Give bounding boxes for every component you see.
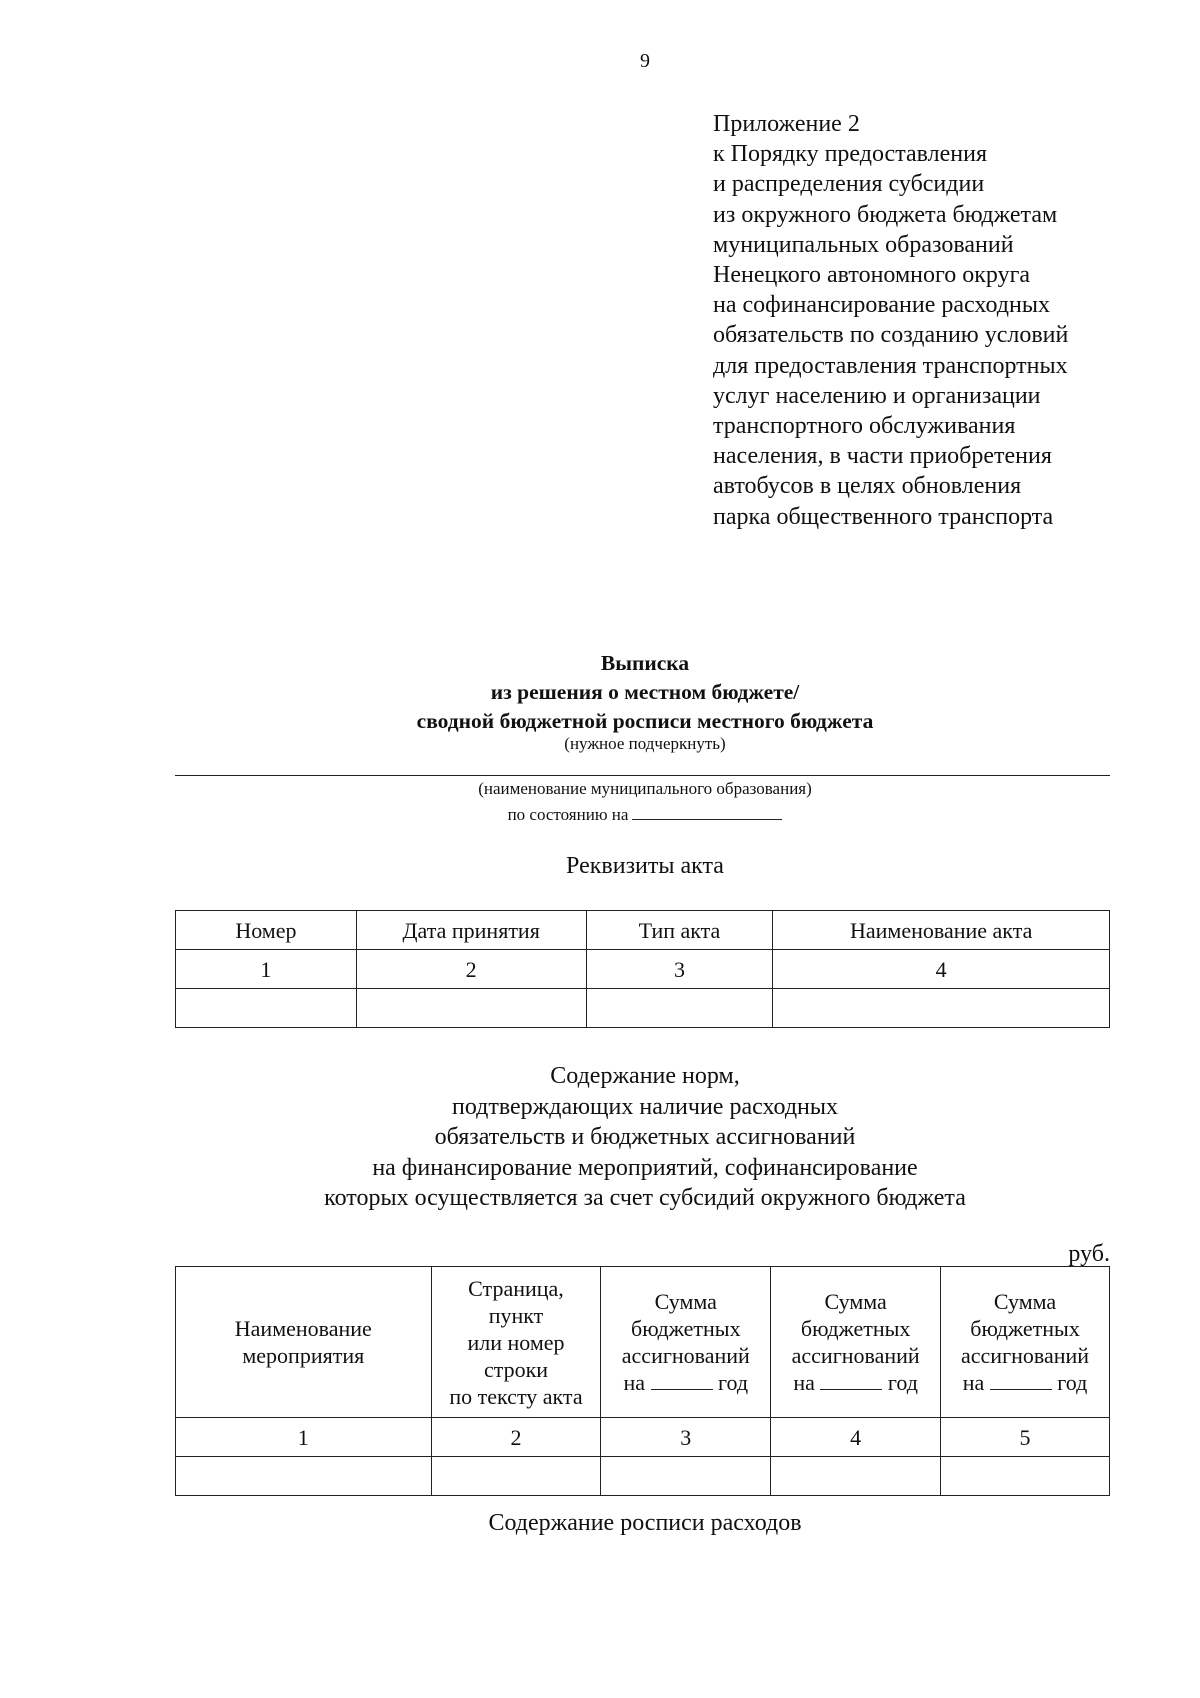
header-line: Страница,	[468, 1275, 564, 1301]
header-line: строки	[483, 1356, 549, 1382]
content-table	[175, 1266, 1110, 1496]
appendix-header	[713, 109, 1068, 532]
content-title	[175, 1061, 1115, 1214]
header-line	[601, 1369, 770, 1396]
content-title-line: обязательств и бюджетных ассигнований	[434, 1124, 856, 1150]
appendix-line: к Порядку предоставления	[713, 141, 988, 168]
number-cell: 4	[773, 950, 1110, 989]
number-cell: 2	[431, 1418, 601, 1457]
requisites-title: Реквизиты акта	[566, 853, 724, 879]
title-line: Выписка	[600, 651, 690, 675]
title-line: сводной бюджетной росписи местного бюджета	[416, 709, 874, 733]
table-number-row	[176, 950, 1110, 989]
empty-cell	[356, 989, 586, 1028]
requisites-table	[175, 910, 1110, 1028]
header-line	[771, 1369, 940, 1396]
appendix-line: населения, в части приобретения	[713, 443, 1052, 470]
content-title-line: которых осуществляется за счет субсидий окружного бюджета	[324, 1185, 966, 1211]
header-cell: Номер	[176, 911, 357, 950]
appendix-line: парка общественного транспорта	[713, 503, 1054, 530]
header-line: ассигнований	[961, 1343, 1090, 1368]
header-line: бюджетных	[800, 1316, 911, 1341]
appendix-line: Ненецкого автономного округа	[713, 262, 1031, 289]
header-line: бюджетных	[970, 1316, 1080, 1341]
number-cell: 1	[176, 950, 357, 989]
number-cell: 1	[176, 1418, 432, 1457]
header-line: Сумма	[824, 1289, 887, 1314]
year-blank	[990, 1371, 1052, 1390]
currency-label: руб.	[1068, 1241, 1110, 1267]
appendix-line: для предоставления транспортных	[713, 352, 1068, 379]
header-line: ассигнований	[791, 1343, 920, 1368]
header-line: или номер	[467, 1329, 565, 1355]
header-cell: Тип акта	[586, 911, 773, 950]
state-as-of-label: по состоянию на	[507, 805, 629, 824]
header-line: по тексту акта	[449, 1383, 583, 1409]
header-line: Сумма	[654, 1289, 717, 1314]
empty-cell	[176, 1457, 432, 1496]
appendix-line: Приложение 2	[713, 111, 860, 137]
header-line: бюджетных	[631, 1316, 741, 1341]
sum-prefix: на	[623, 1370, 646, 1395]
content-title-line: Содержание норм,	[550, 1063, 740, 1089]
number-cell: 4	[771, 1418, 941, 1457]
header-cell	[941, 1267, 1110, 1418]
municipality-name-line	[175, 775, 1110, 776]
table-number-row	[176, 1418, 1110, 1457]
document-title	[175, 649, 1115, 736]
table-empty-row	[176, 1457, 1110, 1496]
appendix-line: на софинансирование расходных	[713, 292, 1050, 319]
empty-cell	[586, 989, 773, 1028]
table-header-row	[176, 1267, 1110, 1418]
header-cell	[431, 1267, 601, 1418]
header-line: мероприятия	[242, 1343, 365, 1368]
appendix-line: услуг населению и организации	[713, 382, 1041, 409]
number-cell: 5	[941, 1418, 1110, 1457]
header-cell: Дата принятия	[356, 911, 586, 950]
sum-suffix: год	[887, 1370, 918, 1395]
header-cell: Наименование акта	[773, 911, 1110, 950]
sum-suffix: год	[1057, 1370, 1088, 1395]
table-header-row	[176, 911, 1110, 950]
number-cell: 3	[601, 1418, 771, 1457]
number-cell: 2	[356, 950, 586, 989]
empty-cell	[431, 1457, 601, 1496]
appendix-line: и распределения субсидии	[713, 171, 985, 198]
header-cell	[176, 1267, 432, 1418]
header-line: Сумма	[993, 1289, 1057, 1314]
header-line: пункт	[488, 1302, 544, 1328]
header-cell	[601, 1267, 771, 1418]
content-title-line: подтверждающих наличие расходных	[451, 1093, 839, 1120]
year-blank	[651, 1371, 713, 1390]
header-line	[941, 1369, 1109, 1396]
header-line: Наименование	[234, 1316, 372, 1341]
sum-prefix: на	[793, 1370, 815, 1395]
number-cell: 3	[586, 950, 773, 989]
table-empty-row	[176, 989, 1110, 1028]
title-hint: (нужное подчеркнуть)	[564, 734, 726, 753]
year-blank	[820, 1371, 882, 1390]
content-title-line: на финансирование мероприятий, софинансирование	[372, 1154, 918, 1181]
empty-cell	[601, 1457, 771, 1496]
empty-cell	[773, 989, 1110, 1028]
appendix-line: автобусов в целях обновления	[713, 473, 1022, 500]
appendix-line: муниципальных образований	[713, 231, 1014, 258]
date-blank	[632, 803, 782, 820]
spending-title: Содержание росписи расходов	[488, 1510, 802, 1536]
appendix-line: транспортного обслуживания	[713, 413, 1016, 440]
title-line: из решения о местном бюджете/	[490, 680, 800, 704]
sum-prefix: на	[962, 1370, 985, 1395]
sum-suffix: год	[718, 1370, 749, 1395]
state-as-of	[175, 803, 1115, 825]
header-cell	[771, 1267, 941, 1418]
empty-cell	[771, 1457, 941, 1496]
page-number: 9	[640, 50, 650, 72]
appendix-line: из окружного бюджета бюджетам	[713, 201, 1058, 228]
empty-cell	[941, 1457, 1110, 1496]
appendix-line: обязательств по созданию условий	[713, 322, 1069, 349]
header-line: ассигнований	[621, 1343, 750, 1368]
empty-cell	[176, 989, 357, 1028]
municipality-caption: (наименование муниципального образования)	[478, 779, 812, 798]
